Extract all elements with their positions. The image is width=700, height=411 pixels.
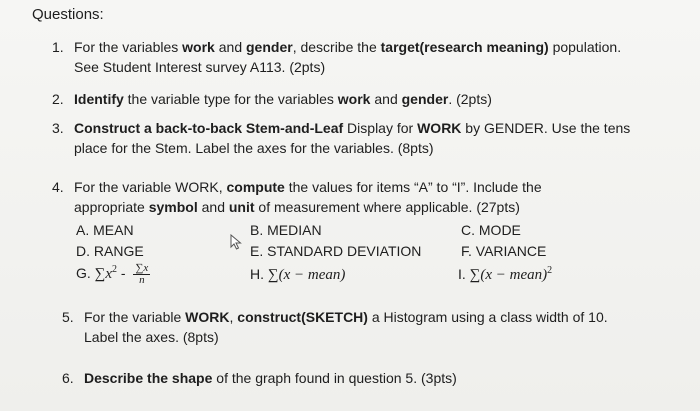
exponent: 2 bbox=[112, 264, 118, 276]
text: , describe the bbox=[292, 39, 381, 55]
bold-text: Construct a back-to-back Stem-and-Leaf bbox=[74, 120, 344, 136]
item-g-formula bbox=[76, 263, 150, 286]
bold-text: target(research meaning) bbox=[380, 39, 549, 55]
item-d-range: D. RANGE bbox=[76, 243, 144, 259]
sum-x-squared bbox=[95, 266, 117, 282]
item-b-median: B. MEDIAN bbox=[250, 222, 322, 238]
text: , bbox=[229, 309, 238, 325]
text: of the graph found in question 5. (3pts) bbox=[212, 370, 457, 386]
text: and bbox=[214, 39, 246, 55]
text: the values for items “A” to “I”. Include the bbox=[284, 179, 542, 195]
item-a-mean: A. MEAN bbox=[76, 222, 134, 238]
math-text: ∑x bbox=[94, 266, 113, 283]
question-6-line-1 bbox=[84, 369, 457, 388]
mouse-pointer-icon bbox=[230, 234, 242, 250]
text: For the variables bbox=[74, 39, 183, 55]
question-2-line-1 bbox=[74, 90, 492, 109]
text: Display for bbox=[343, 120, 418, 136]
item-label: H. bbox=[250, 266, 264, 282]
bold-text: gender bbox=[246, 39, 293, 55]
question-number: 1. bbox=[52, 39, 64, 55]
item-label: G. bbox=[76, 265, 91, 282]
question-number: 4. bbox=[52, 179, 64, 195]
bold-text: Describe the shape bbox=[84, 370, 213, 386]
text: appropriate bbox=[74, 199, 149, 215]
question-1 bbox=[52, 38, 692, 78]
math-text: ∑(x − mean) bbox=[469, 267, 548, 283]
bold-text: work bbox=[337, 91, 371, 107]
question-5-line-2: Label the axes. (8pts) bbox=[84, 329, 219, 345]
text: and bbox=[370, 91, 402, 107]
question-5-line-1 bbox=[84, 308, 608, 327]
denominator: n bbox=[139, 274, 145, 286]
text: the variable type for the variables bbox=[123, 91, 338, 107]
item-i-formula bbox=[458, 266, 552, 284]
item-f-variance: F. VARIANCE bbox=[461, 243, 547, 259]
item-h-formula bbox=[250, 266, 345, 284]
bold-text: symbol bbox=[148, 199, 198, 215]
bold-text: gender bbox=[401, 91, 449, 107]
question-number: 3. bbox=[52, 120, 64, 136]
text: For the variable bbox=[84, 309, 186, 325]
text: of measurement where applicable. (27pts) bbox=[254, 199, 520, 215]
question-3-line-2: place for the Stem. Label the axes for the variables. (8pts) bbox=[74, 140, 434, 156]
item-c-mode: C. MODE bbox=[461, 222, 521, 238]
question-4-line-2 bbox=[74, 198, 520, 217]
exponent: 2 bbox=[547, 265, 553, 276]
question-1-line-1 bbox=[74, 38, 621, 57]
bold-text: work bbox=[182, 39, 215, 55]
text: by GENDER. Use the tens bbox=[461, 120, 631, 136]
question-1-line-2: See Student Interest survey A113. (2pts) bbox=[74, 59, 326, 75]
fraction bbox=[133, 263, 150, 286]
bold-text: unit bbox=[228, 199, 255, 215]
text: . (2pts) bbox=[448, 91, 492, 107]
question-number: 6. bbox=[62, 370, 74, 386]
question-5 bbox=[62, 308, 692, 348]
minus-sign: - bbox=[117, 265, 130, 282]
bold-text: construct(SKETCH) bbox=[237, 309, 368, 325]
question-3-line-1 bbox=[74, 119, 630, 138]
page-heading: Questions: bbox=[32, 6, 104, 23]
bold-text: WORK bbox=[185, 309, 230, 325]
question-number: 2. bbox=[52, 91, 64, 107]
numerator: ∑x bbox=[135, 262, 149, 274]
question-4-line-1 bbox=[74, 178, 542, 197]
text: population. bbox=[548, 39, 622, 55]
bold-text: WORK bbox=[417, 120, 462, 136]
item-label: I. bbox=[458, 266, 466, 282]
math-text: ∑(x − mean) bbox=[267, 267, 346, 283]
question-6 bbox=[62, 369, 692, 389]
item-e-standard-deviation: E. STANDARD DEVIATION bbox=[250, 243, 422, 259]
bold-text: compute bbox=[226, 179, 285, 195]
math-expression bbox=[470, 267, 552, 283]
text: a Histogram using a class width of 10. bbox=[367, 309, 608, 325]
question-2 bbox=[52, 90, 692, 110]
question-3 bbox=[52, 119, 692, 159]
bold-text: Identify bbox=[74, 91, 124, 107]
question-4 bbox=[52, 178, 692, 218]
question-number: 5. bbox=[62, 309, 74, 325]
text: For the variable WORK, bbox=[74, 179, 227, 195]
text: and bbox=[197, 199, 229, 215]
